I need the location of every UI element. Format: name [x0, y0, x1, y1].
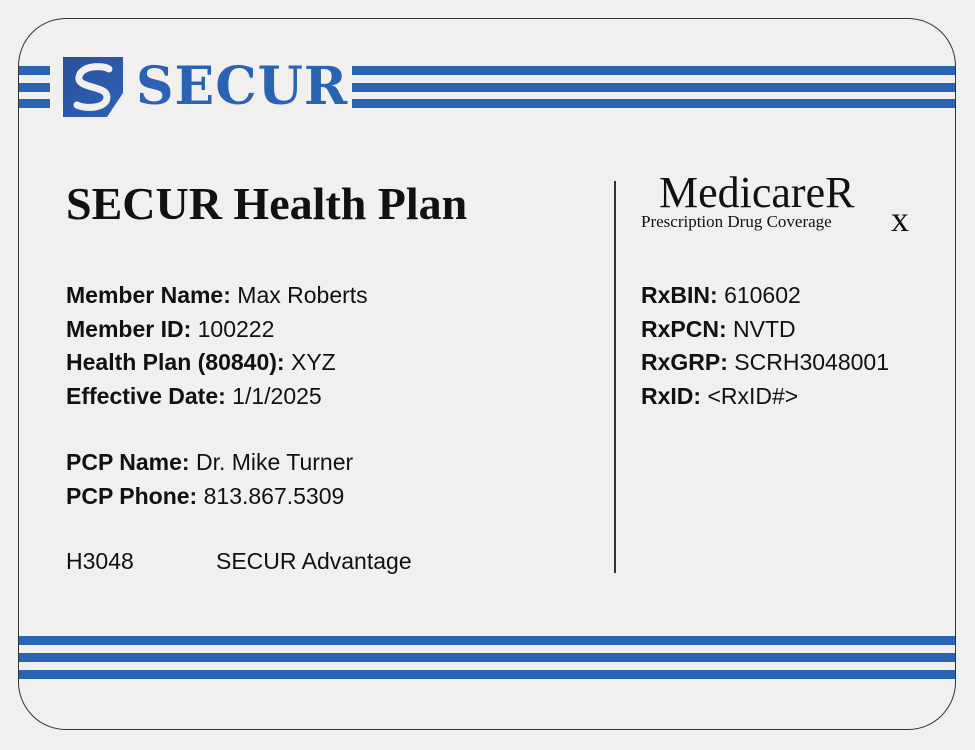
rxid-value: <RxID#>: [707, 382, 799, 409]
bottom-stripe-3: [19, 670, 956, 679]
medicare-rx-logo: [639, 169, 929, 249]
pcp-phone-value: 813.867.5309: [203, 482, 345, 509]
rxgrp-label: RxGRP:: [641, 349, 728, 375]
top-stripe-left-1: [19, 66, 50, 75]
health-plan-label: Health Plan (80840):: [66, 349, 285, 375]
vertical-divider: [614, 181, 616, 573]
top-stripe-right-2: [352, 83, 956, 92]
rxgrp-row: [641, 346, 889, 380]
rxpcn-value: NVTD: [733, 315, 796, 342]
health-plan-row: [66, 346, 368, 380]
rxgrp-value: SCRH3048001: [734, 349, 890, 375]
pcp-info: [66, 446, 353, 513]
top-stripe-left-3: [19, 99, 50, 108]
rxbin-label: RxBIN:: [641, 282, 718, 308]
medicare-rx-x: x: [891, 199, 909, 239]
plan-title: SECUR Health Plan: [66, 178, 468, 229]
pcp-name-label: PCP Name:: [66, 449, 190, 475]
bottom-stripe-2: [19, 653, 956, 662]
plan-name: SECUR Advantage: [216, 548, 412, 574]
pcp-phone-row: [66, 480, 353, 514]
effective-date-row: [66, 380, 368, 414]
rxpcn-row: [641, 313, 889, 347]
member-id-card: [18, 18, 956, 730]
rxbin-value: 610602: [724, 282, 801, 308]
pcp-name-row: [66, 446, 353, 480]
member-id-label: Member ID:: [66, 315, 192, 342]
top-stripe-right-1: [352, 66, 956, 75]
rxid-row: [641, 380, 889, 414]
member-name-label: Member Name:: [66, 282, 231, 308]
s-shield-icon: [63, 57, 123, 117]
logo-text: SECUR: [136, 56, 349, 117]
member-id-row: [66, 313, 368, 347]
top-stripe-right-3: [352, 99, 956, 108]
rxpcn-label: RxPCN:: [641, 315, 727, 342]
rx-info: [641, 279, 889, 413]
member-info: [66, 279, 368, 413]
effective-date-label: Effective Date:: [66, 382, 226, 409]
health-plan-value: XYZ: [290, 349, 336, 375]
member-id-value: 100222: [197, 315, 275, 342]
bottom-stripe-1: [19, 636, 956, 645]
pcp-phone-label: PCP Phone:: [66, 482, 198, 509]
rxbin-row: [641, 279, 889, 313]
member-name-value: Max Roberts: [237, 282, 368, 308]
effective-date-value: 1/1/2025: [232, 382, 322, 409]
top-stripe-left-2: [19, 83, 50, 92]
medicare-rx-word: MedicareR: [659, 168, 855, 217]
medicare-rx-subtitle: Prescription Drug Coverage: [641, 212, 832, 231]
pcp-name-value: Dr. Mike Turner: [195, 449, 354, 475]
contract-code: H3048: [66, 548, 134, 574]
rxid-label: RxID:: [641, 382, 702, 409]
member-name-row: [66, 279, 368, 313]
secur-logo: [63, 57, 353, 121]
